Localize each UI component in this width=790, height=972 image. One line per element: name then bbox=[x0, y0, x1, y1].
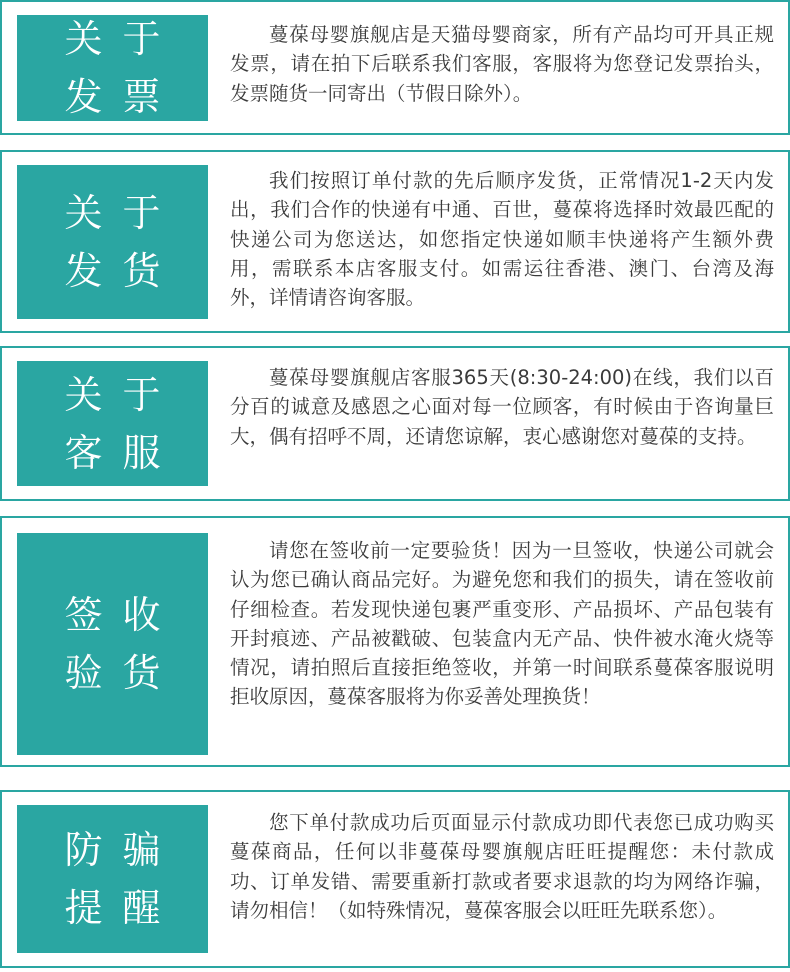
shipping-tag bbox=[17, 165, 208, 319]
customer-service-tag-line2: 客服 bbox=[64, 430, 181, 475]
invoice-text: 蔓葆母婴旗舰店是天猫母婴商家，所有产品均可开具正规发票，请在拍下后联系我们客服，客服将为您登记发票抬头，发票随货一同寄出（节假日除外）。 bbox=[230, 23, 774, 105]
anti-fraud-text: 您下单付款成功后页面显示付款成功即代表您已成功购买蔓葆商品，任何以非蔓葆母婴旗舰店旺旺提醒您：未付款成功、订单发错、需要重新打款或者要求退款的均为网络诈骗，请勿相信！（如特殊情况，蔓葆客服会以旺旺先联系您）。 bbox=[230, 811, 774, 922]
invoice-tag-line2: 发票 bbox=[64, 75, 181, 119]
inspection-card bbox=[0, 516, 790, 767]
customer-service-card bbox=[0, 346, 790, 501]
inspection-tag-line1: 签收 bbox=[64, 593, 181, 637]
invoice-info-card bbox=[0, 0, 790, 135]
inspection-tag-line2: 验货 bbox=[64, 651, 181, 695]
customer-service-tag-line1: 关于 bbox=[64, 372, 181, 417]
inspection-text: 请您在签收前一定要验货！因为一旦签收，快递公司就会认为您已确认商品完好。为避免您和我们的损失，请在签收前仔细检查。若发现快递包裹严重变形、产品损坏、产品包装有开封痕迹、产品被戳破、包装盒内无产品、快件被水淹火烧等情况，请拍照后直接拒绝签收，并第一时间联系蔓葆客服说明拒收原因，蔓葆客服将为你妥善处理换货！ bbox=[230, 539, 774, 709]
shipping-info-card bbox=[0, 150, 790, 333]
customer-service-tag bbox=[17, 361, 208, 486]
anti-fraud-tag bbox=[17, 805, 208, 953]
shipping-tag-line2: 发货 bbox=[64, 249, 181, 293]
shipping-text: 我们按照订单付款的先后顺序发货，正常情况1-2天内发出，我们合作的快递有中通、百世，蔓葆将选择时效最匹配的快递公司为您送达，如您指定快递如顺丰快递将产生额外费用，需联系本店客服支付。如需运往香港、澳门、台湾及海外，详情请咨询客服。 bbox=[230, 169, 774, 310]
anti-fraud-tag-line1: 防骗 bbox=[64, 828, 181, 872]
invoice-tag-line1: 关于 bbox=[64, 17, 181, 61]
anti-fraud-card bbox=[0, 790, 790, 968]
inspection-tag bbox=[17, 533, 208, 755]
shipping-tag-line1: 关于 bbox=[64, 191, 181, 235]
anti-fraud-tag-line2: 提醒 bbox=[64, 886, 181, 930]
invoice-tag bbox=[17, 15, 208, 121]
customer-service-text: 蔓葆母婴旗舰店客服365天(8:30-24:00)在线，我们以百分百的诚意及感恩之心面对每一位顾客，有时候由于咨询量巨大，偶有招呼不周，还请您谅解，衷心感谢您对蔓葆的支持。 bbox=[230, 366, 774, 448]
